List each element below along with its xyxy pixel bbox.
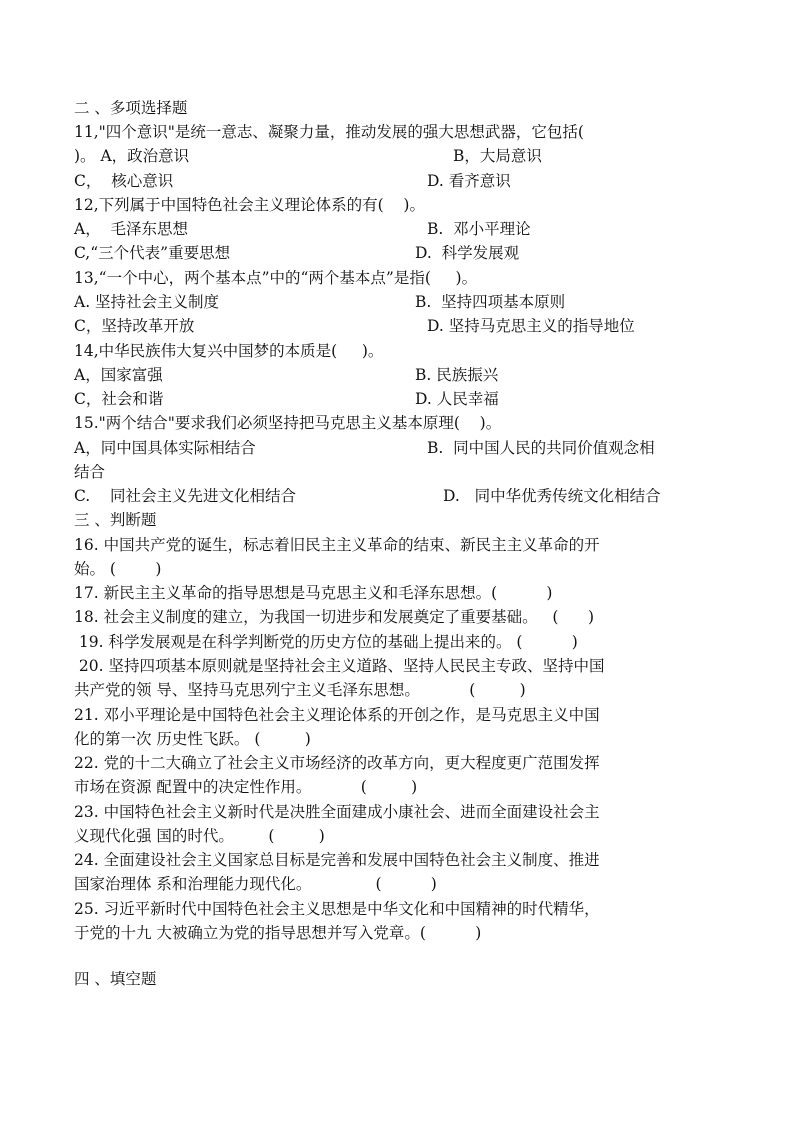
judge-line: 17. 新民主主义革命的指导思想是马克思主义和毛泽东思想。( )	[74, 584, 553, 602]
judge-line: 19. 科学发展观是在科学判断党的历史方位的基础上提出来的。 ( )	[74, 633, 578, 651]
q15-option-b-continued: 结合	[74, 463, 106, 481]
q12-option-a: A， 毛泽东思想	[74, 220, 189, 238]
q12-option-b: B. 邓小平理论	[427, 220, 531, 238]
judge-line: 于党的十九 大被确立为党的指导思想并写入党章。( )	[74, 924, 482, 942]
q14-option-a: A，国家富强	[74, 366, 163, 384]
judge-line: 市场在资源 配置中的决定性作用。 ( )	[74, 778, 418, 796]
q12-option-d: D. 科学发展观	[415, 244, 520, 262]
q13-option-b: B. 坚持四项基本原则	[415, 293, 566, 311]
judge-line: 18. 社会主义制度的建立，为我国一切进步和发展奠定了重要基础。 ( )	[74, 608, 595, 626]
judge-line: 义现代化强 国的时代。 ( )	[74, 827, 325, 845]
q15-option-b: B. 同中国人民的共同价值观念相	[427, 439, 655, 457]
q13-option-d: D. 坚持马克思主义的指导地位	[427, 317, 635, 335]
judge-line: 21. 邓小平理论是中国特色社会主义理论体系的开创之作，是马克思主义中国	[74, 706, 600, 724]
judge-line: 22. 党的十二大确立了社会主义市场经济的改革方向，更大程度更广范围发挥	[74, 754, 600, 772]
q13-stem: 13,“一个中心，两个基本点”中的“两个基本点”是指( )。	[74, 269, 478, 287]
q14-option-b: B. 民族振兴	[415, 366, 499, 384]
judge-line: 化的第一次 历史性飞跃。 ( )	[74, 730, 311, 748]
q15-option-c: C. 同社会主义先进文化相结合	[74, 487, 296, 505]
judge-line: 国家治理体 系和治理能力现代化。 ( )	[74, 875, 437, 893]
q15-option-d: D. 同中华优秀传统文化相结合	[443, 487, 661, 505]
q11-stem-line1: 11,"四个意识"是统一意志、凝聚力量，推动发展的强大思想武器，它包括(	[74, 123, 584, 141]
q15-option-a: A，同中国具体实际相结合	[74, 439, 256, 457]
q12-stem: 12,下列属于中国特色社会主义理论体系的有( )。	[74, 196, 425, 214]
judge-line: 共产党的领 导、坚持马克思列宁主义毛泽东思想。 ( )	[74, 681, 526, 699]
q12-option-c: C,“三个代表”重要思想	[74, 244, 231, 262]
section-heading-multiple-choice: 二 、多项选择题	[74, 99, 188, 117]
judge-line: 16. 中国共产党的诞生，标志着旧民主主义革命的结束、新民主主义革命的开	[74, 536, 600, 554]
q13-option-c: C，坚持改革开放	[74, 317, 195, 335]
q11-stem-line2-option-a: )。 A，政治意识	[74, 147, 190, 165]
q14-stem: 14,中华民族伟大复兴中国梦的本质是( )。	[74, 342, 384, 360]
section-heading-true-false: 三 、判断题	[74, 511, 157, 529]
judge-line: 25. 习近平新时代中国特色社会主义思想是中华文化和中国精神的时代精华，	[74, 900, 600, 918]
q14-option-d: D. 人民幸福	[415, 390, 499, 408]
judge-line: 20. 坚持四项基本原则就是坚持社会主义道路、坚持人民民主专政、坚持中国	[74, 657, 605, 675]
judge-line: 23. 中国特色社会主义新时代是决胜全面建成小康社会、进而全面建设社会主	[74, 803, 600, 821]
q11-option-b: B，大局意识	[453, 147, 542, 165]
judge-line: 始。 ( )	[74, 560, 162, 578]
section-heading-fill-in-blank: 四 、填空题	[74, 970, 157, 988]
q13-option-a: A. 坚持社会主义制度	[74, 293, 220, 311]
q11-option-c: C， 核心意识	[74, 172, 174, 190]
q15-stem: 15."两个结合"要求我们必须坚持把马克思主义基本原理( )。	[74, 414, 502, 432]
q14-option-c: C，社会和谐	[74, 390, 164, 408]
q11-option-d: D. 看齐意识	[427, 172, 511, 190]
judge-line: 24. 全面建设社会主义国家总目标是完善和发展中国特色社会主义制度、推进	[74, 851, 600, 869]
